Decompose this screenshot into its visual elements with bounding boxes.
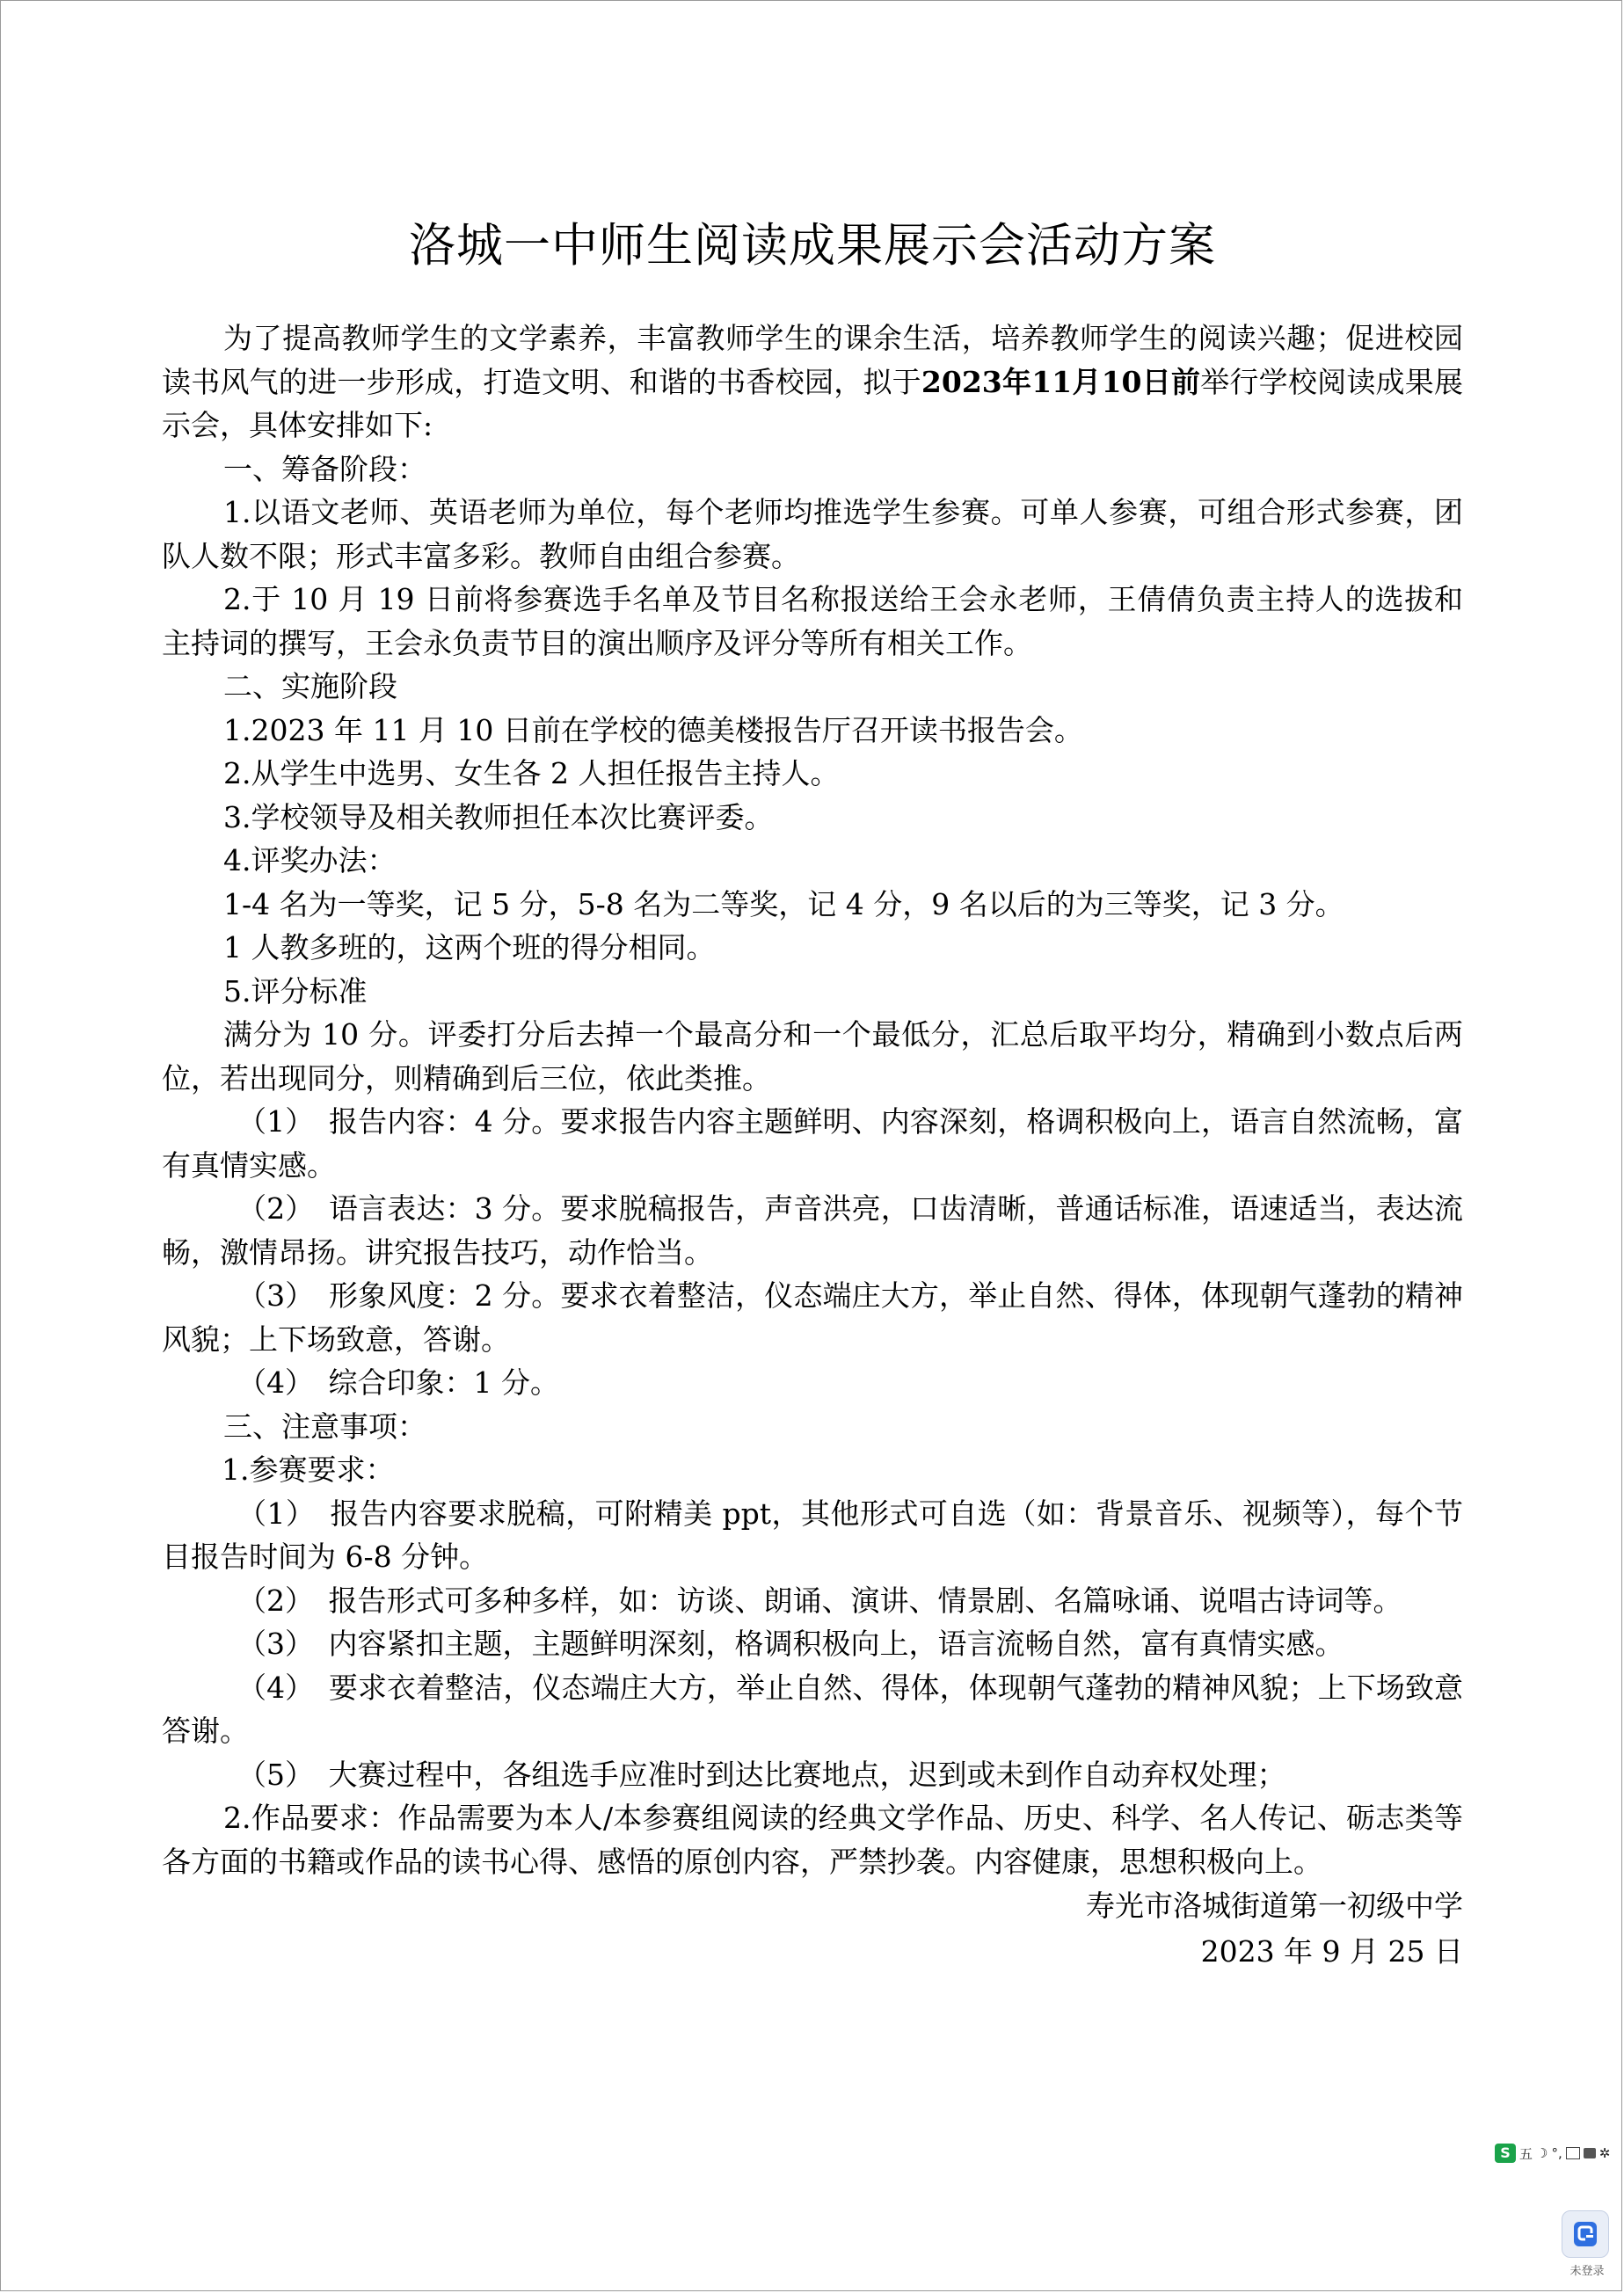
award-note: 1 人教多班的，这两个班的得分相同。 <box>223 930 716 965</box>
intro-date-bold: 2023年11月10日前 <box>921 364 1201 399</box>
document-body <box>162 193 1463 1975</box>
keyboard-icon[interactable] <box>1566 2147 1580 2159</box>
requirement-4: （4） 要求衣着整洁，仪态端庄大方，举止自然、得体，体现朝气蓬勃的精神风貌；上下场致意答谢。 <box>162 1670 1463 1748</box>
ime-mode-label[interactable]: 五 <box>1519 2145 1533 2162</box>
requirement-3: （3） 内容紧扣主题，主题鲜明深刻，格调积极向上，语言流畅自然，富有真情实感。 <box>237 1627 1344 1661</box>
section-2-item-2: 2.从学生中选男、女生各 2 人担任报告主持人。 <box>223 756 840 790</box>
section-3-sub-1: 1.参赛要求： <box>222 1452 395 1487</box>
cloud-doc-icon <box>1570 2219 1600 2249</box>
section-2-item-1: 1.2023 年 11 月 10 日前在学校的德美楼报告厅召开读书报告会。 <box>223 712 1083 747</box>
settings-icon[interactable]: ✲ <box>1599 2145 1611 2161</box>
requirement-1: （1） 报告内容要求脱稿，可附精美 ppt，其他形式可自选（如：背景音乐、视频等），每个节目报告时间为 6-8 分钟。 <box>162 1496 1463 1574</box>
section-2-item-3: 3.学校领导及相关教师担任本次比赛评委。 <box>223 799 774 834</box>
award-rule: 1-4 名为一等奖，记 5 分，5-8 名为二等奖，记 4 分，9 名以后的为三等奖，记 3 分。 <box>223 886 1344 921</box>
criterion-2: （2） 语言表达：3 分。要求脱稿报告，声音洪亮，口齿清晰，普通话标准，语速适当，表达流畅，激情昂扬。讲究报告技巧，动作恰当。 <box>162 1191 1463 1270</box>
section-2-heading: 二、实施阶段 <box>223 669 397 703</box>
ime-logo-icon[interactable]: S <box>1495 2144 1516 2163</box>
section-3-heading: 三、注意事项： <box>223 1409 426 1444</box>
document-title: 洛城一中师生阅读成果展示会活动方案 <box>409 219 1216 273</box>
scoring-rule: 满分为 10 分。评委打分后去掉一个最高分和一个最低分，汇总后取平均分，精确到小数点后两位，若出现同分，则精确到后三位，依此类推。 <box>162 1017 1463 1096</box>
skin-icon[interactable] <box>1584 2148 1596 2158</box>
ime-status-bar[interactable] <box>1495 2142 1610 2165</box>
section-2-item-4: 4.评奖办法： <box>223 843 397 877</box>
section-2-item-5: 5.评分标准 <box>223 973 368 1008</box>
login-status-label: 未登录 <box>1569 2265 1605 2278</box>
section-1-item-2: 2.于 10 月 19 日前将参赛选手名单及节目名称报送给王会永老师，王倩倩负责主持人的选拔和主持词的撰写，王会永负责节目的演出顺序及评分等所有相关工作。 <box>162 582 1463 660</box>
login-button[interactable] <box>1562 2210 1609 2258</box>
criterion-4: （4） 综合印象：1 分。 <box>237 1365 559 1400</box>
signature-organization: 寿光市洛城街道第一初级中学 <box>1086 1889 1463 1923</box>
moon-icon[interactable]: ☽ <box>1536 2145 1548 2161</box>
requirement-2: （2） 报告形式可多种多样，如：访谈、朗诵、演讲、情景剧、名篇咏诵、说唱古诗词等。 <box>237 1583 1402 1618</box>
punctuation-icon[interactable]: °, <box>1551 2145 1562 2161</box>
section-1-item-1: 1.以语文老师、英语老师为单位，每个老师均推选学生参赛。可单人参赛，可组合形式参赛，团队人数不限；形式丰富多彩。教师自由组合参赛。 <box>162 495 1463 573</box>
criterion-3: （3） 形象风度：2 分。要求衣着整洁，仪态端庄大方，举止自然、得体，体现朝气蓬勃的精神风貌；上下场致意，答谢。 <box>162 1278 1463 1357</box>
criterion-1: （1） 报告内容：4 分。要求报告内容主题鲜明、内容深刻，格调积极向上，语言自然流畅，富有真情实感。 <box>162 1104 1463 1183</box>
intro-text-a: 为了提高教师学生的文学素养，丰富教师学生的课余生活，培养教师学生的阅读兴趣；促进校园读书风气的进一步形成，打造文明、和谐的书香校园，拟于 <box>162 321 1463 399</box>
intro-paragraph <box>162 317 1463 448</box>
login-widget[interactable] <box>1562 2210 1613 2281</box>
signature-date: 2023 年 9 月 25 日 <box>1200 1934 1463 1969</box>
intro-text-b: 举行学校阅读成果展示会，具体安排如下: <box>162 364 1464 442</box>
section-3-item-2: 2.作品要求：作品需要为本人/本参赛组阅读的经典文学作品、历史、科学、名人传记、砺志类等各方面的书籍或作品的读书心得、感悟的原创内容，严禁抄袭。内容健康，思想积极向上。 <box>162 1801 1463 1879</box>
section-1-heading: 一、筹备阶段： <box>223 451 426 486</box>
requirement-5: （5） 大赛过程中，各组选手应准时到达比赛地点，迟到或未到作自动弃权处理； <box>237 1757 1286 1792</box>
